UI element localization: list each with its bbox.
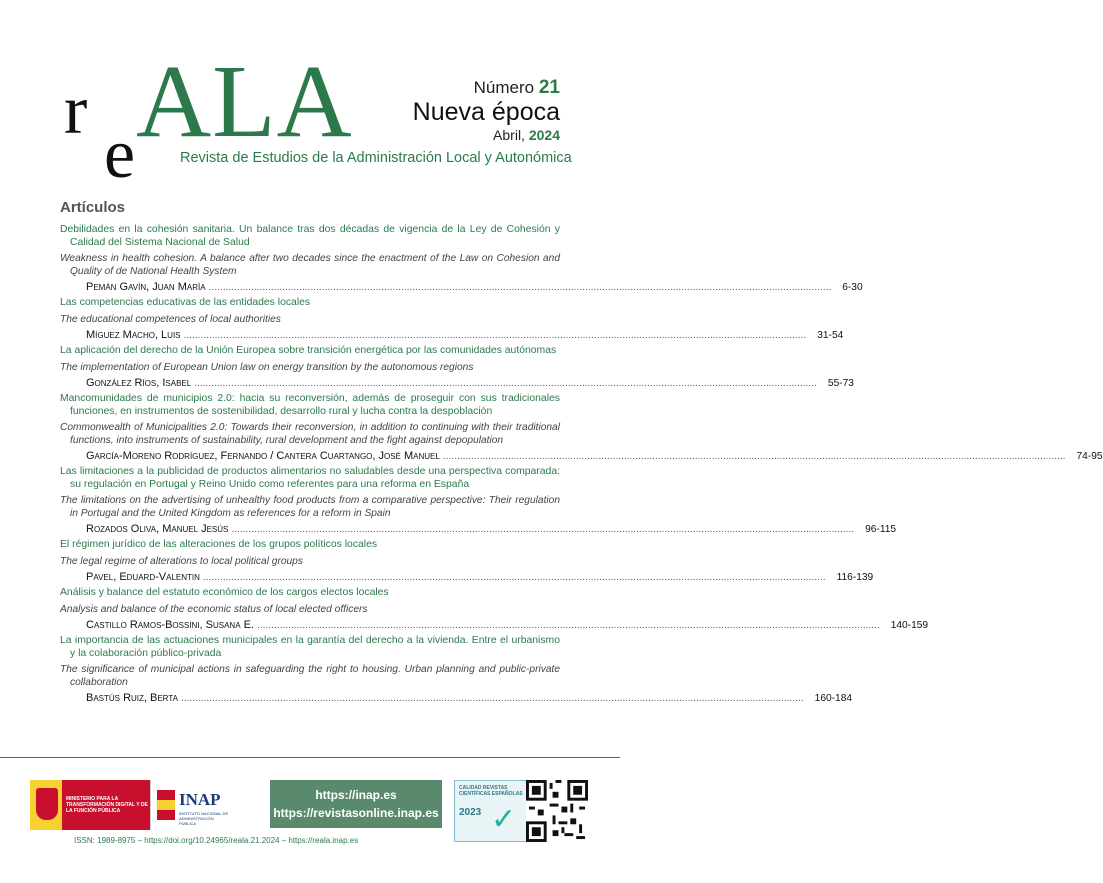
article-title-en: Analysis and balance of the economic status of local elected officers: [60, 603, 368, 615]
article-title-es[interactable]: Mancomunidades de municipios 2.0: hacia su reconversión, además de proseguir con sus tradicionales funciones, en instrumentos de sostenibilidad, desarrollo rural y lucha contra la despoblación: [60, 393, 560, 417]
article-pages: 6-30: [842, 282, 863, 293]
ministry-logo: [30, 780, 150, 830]
article-title-es[interactable]: Debilidades en la cohesión sanitaria. Un balance tras dos décadas de vigencia de la Ley de Cohesión y Calidad del Sistema Nacional de Salud: [60, 224, 560, 248]
issue-info: [413, 78, 560, 144]
article-pages: 55-73: [827, 378, 854, 389]
logo-letter-e: e: [104, 116, 136, 193]
inap-subtitle: INSTITUTO NACIONAL DE ADMINISTRACIÓN PÚBLICA: [179, 811, 229, 826]
author-row: [60, 281, 863, 294]
article-title-es[interactable]: Las competencias educativas de las entidades locales: [60, 297, 311, 308]
issue-epoca: Nueva época: [412, 98, 560, 126]
article-title-en: The educational competences of local authorities: [60, 313, 281, 325]
url-inap[interactable]: https://inap.es: [315, 788, 397, 802]
article-title-en: Commonwealth of Municipalities 2.0: Towards their reconversion, in addition to continuing with their traditional functions, into instruments of sustainability, rural development and the fight against depopulation: [60, 422, 560, 446]
footer-divider: [0, 757, 620, 758]
toc-entry: [60, 297, 844, 342]
article-authors: Pemán Gavín, Juan María: [86, 281, 206, 293]
article-title-en: The significance of municipal actions in safeguarding the right to housing. Urban planning and public-private collaboration: [60, 664, 560, 688]
author-row: [60, 329, 844, 342]
article-title-en: The limitations on the advertising of unhealthy food products from a comparative perspective: Their regulation in Portugal and the United Kingdom as references for a reform in Spain: [60, 495, 560, 519]
url-box: [270, 780, 442, 828]
badge-label: CALIDAD REVISTAS CIENTÍFICAS ESPAÑOLAS: [459, 785, 523, 797]
author-row: [60, 377, 854, 390]
issue-date: [413, 126, 560, 144]
badge-year: 2023: [459, 807, 482, 818]
author-row: [60, 523, 897, 536]
inap-flag-icon: [157, 790, 175, 820]
leader-dots: ............................................................................................................................................................................................................................: [208, 282, 832, 293]
article-pages: 116-139: [836, 572, 874, 583]
article-authors: García-Moreno Rodríguez, Fernando / Cantera Cuartango, José Manuel: [86, 450, 440, 462]
issue-number-label: Número: [473, 78, 535, 97]
toc-entry: [60, 539, 874, 584]
article-pages: 74-95: [1076, 451, 1103, 462]
section-title: Artículos: [60, 199, 126, 216]
qr-code-icon: [526, 780, 588, 842]
article-authors: Pavel, Eduard-Valentin: [86, 571, 200, 583]
table-of-contents: [60, 224, 1103, 708]
ministry-text: MINISTERIO PARA LA TRANSFORMACIÓN DIGITAL Y DE LA FUNCIÓN PÚBLICA: [66, 796, 148, 814]
checkmark-icon: ✓: [491, 803, 517, 836]
article-title-es[interactable]: El régimen jurídico de las alteraciones de los grupos políticos locales: [60, 539, 378, 550]
inap-word: INAP: [179, 790, 221, 809]
article-authors: Míguez Macho, Luis: [86, 329, 181, 341]
article-title-en: The implementation of European Union law on energy transition by the autonomous regions: [60, 361, 474, 373]
issue-year: 2024: [528, 127, 560, 143]
toc-entry: [60, 466, 897, 536]
author-row: [60, 619, 929, 632]
issue-number-value: 21: [538, 77, 560, 98]
leader-dots: ............................................................................................................................................................................................................................: [180, 693, 804, 704]
article-title-es[interactable]: La aplicación del derecho de la Unión Europea sobre transición energética por las comunidades autónomas: [60, 345, 557, 356]
article-pages: 140-159: [890, 620, 929, 631]
toc-entry: [60, 635, 853, 705]
leader-dots: ............................................................................................................................................................................................................................: [256, 620, 880, 631]
article-pages: 31-54: [817, 330, 844, 341]
article-title-es[interactable]: Las limitaciones a la publicidad de productos alimentarios no saludables desde una perspectiva comparada: su regulación en Portugal y Reino Unido como referentes para una reforma en España: [60, 466, 560, 490]
article-authors: Rozados Oliva, Manuel Jesús: [86, 523, 229, 535]
author-row: [60, 450, 1103, 463]
issue-month: Abril,: [493, 127, 525, 143]
article-title-es[interactable]: Análisis y balance del estatuto económico de los cargos electos locales: [60, 587, 389, 598]
quality-badge: [454, 780, 528, 842]
article-pages: 96-115: [865, 524, 897, 535]
article-title-es[interactable]: La importancia de las actuaciones municipales en la garantía del derecho a la vivienda. Entre el urbanismo y la colaboración público-privada: [60, 635, 560, 659]
author-row: [60, 571, 874, 584]
article-title-en: Weakness in health cohesion. A balance after two decades since the enactment of the Law on Cohesion and Quality of de National Health System: [60, 253, 560, 277]
leader-dots: ............................................................................................................................................................................................................................: [194, 378, 817, 389]
toc-entry: [60, 345, 854, 390]
logo-ala: ALA: [136, 44, 353, 159]
leader-dots: ............................................................................................................................................................................................................................: [231, 524, 855, 535]
article-authors: González Ríos, Isabel: [86, 377, 192, 389]
article-authors: Bastús Ruiz, Berta: [86, 692, 178, 704]
article-pages: 160-184: [814, 693, 853, 704]
issue-number: [413, 78, 560, 98]
issn-doi-line: ISSN: 1989-8975 – https://doi.org/10.24965/reala.21.2024 – https://reala.inap.es: [74, 836, 359, 845]
coat-of-arms-icon: [36, 788, 58, 820]
article-authors: Castillo Ramos-Bossini, Susana E.: [86, 619, 254, 631]
logo-letter-r: r: [64, 72, 88, 149]
journal-subtitle: Revista de Estudios de la Administración Local y Autonómica: [180, 150, 572, 166]
url-revistasonline[interactable]: https://revistasonline.inap.es: [273, 806, 439, 820]
toc-entry: [60, 393, 1103, 463]
article-title-en: The legal regime of alterations to local political groups: [60, 555, 303, 567]
author-row: [60, 692, 853, 705]
leader-dots: ............................................................................................................................................................................................................................: [442, 451, 1066, 462]
inap-logo: [150, 780, 231, 830]
toc-entry: [60, 587, 929, 632]
leader-dots: ............................................................................................................................................................................................................................: [202, 572, 826, 583]
toc-entry: [60, 224, 863, 294]
leader-dots: ............................................................................................................................................................................................................................: [183, 330, 807, 341]
